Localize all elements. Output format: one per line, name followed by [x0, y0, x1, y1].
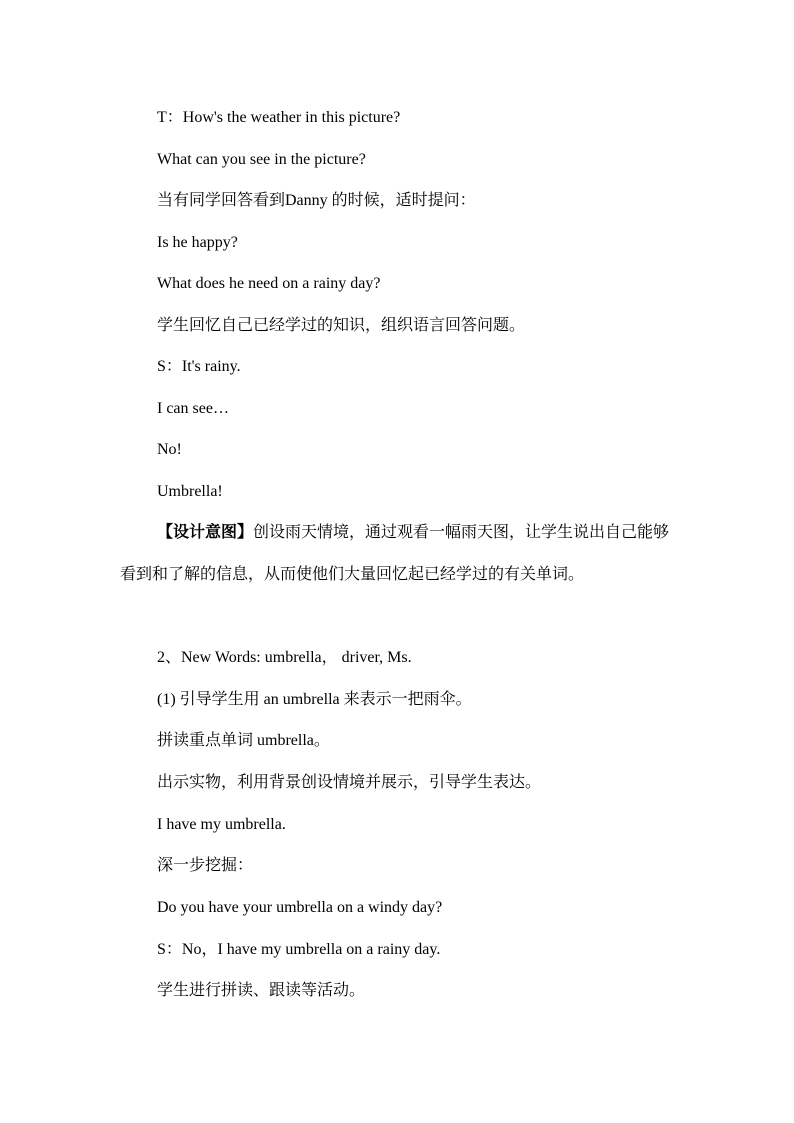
text-line: Do you have your umbrella on a windy day? — [157, 899, 443, 916]
text-line: 当有同学回答看到Danny 的时候，适时提问： — [157, 192, 476, 209]
text-line: (1) 引导学生用 an umbrella 来表示一把雨伞。 — [157, 691, 472, 708]
text-line: 学生回忆自己已经学过的知识，组织语言回答问题。 — [157, 317, 526, 334]
text-line: T：How's the weather in this picture? — [157, 109, 401, 126]
text-line: Is he happy? — [157, 234, 238, 251]
text-line: Umbrella! — [157, 483, 223, 500]
text-line: What does he need on a rainy day? — [157, 275, 381, 292]
design-intent-label: 【设计意图】 — [157, 524, 254, 541]
text-line: No! — [157, 441, 182, 458]
text-line: 出示实物，利用背景创设情境并展示，引导学生表达。 — [157, 774, 542, 791]
text-line: 2、New Words: umbrella， driver, Ms. — [157, 649, 412, 666]
text-line: 学生进行拼读、跟读等活动。 — [157, 982, 366, 999]
design-intent-text: 创设雨天情境，通过观看一幅雨天图，让学生说出自己能够看到和了解的信息，从而使他们大量回忆起已经学过的有关单词。 — [120, 524, 670, 583]
design-intent-paragraph — [120, 512, 682, 596]
text-line: What can you see in the picture? — [157, 151, 366, 168]
text-line: 深一步挖掘： — [157, 857, 254, 874]
text-line: I can see… — [157, 400, 229, 417]
text-line: S：It's rainy. — [157, 358, 241, 375]
text-line: I have my umbrella. — [157, 816, 286, 833]
text-line: 拼读重点单词 umbrella。 — [157, 732, 330, 749]
text-line: S：No，I have my umbrella on a rainy day. — [157, 941, 441, 958]
